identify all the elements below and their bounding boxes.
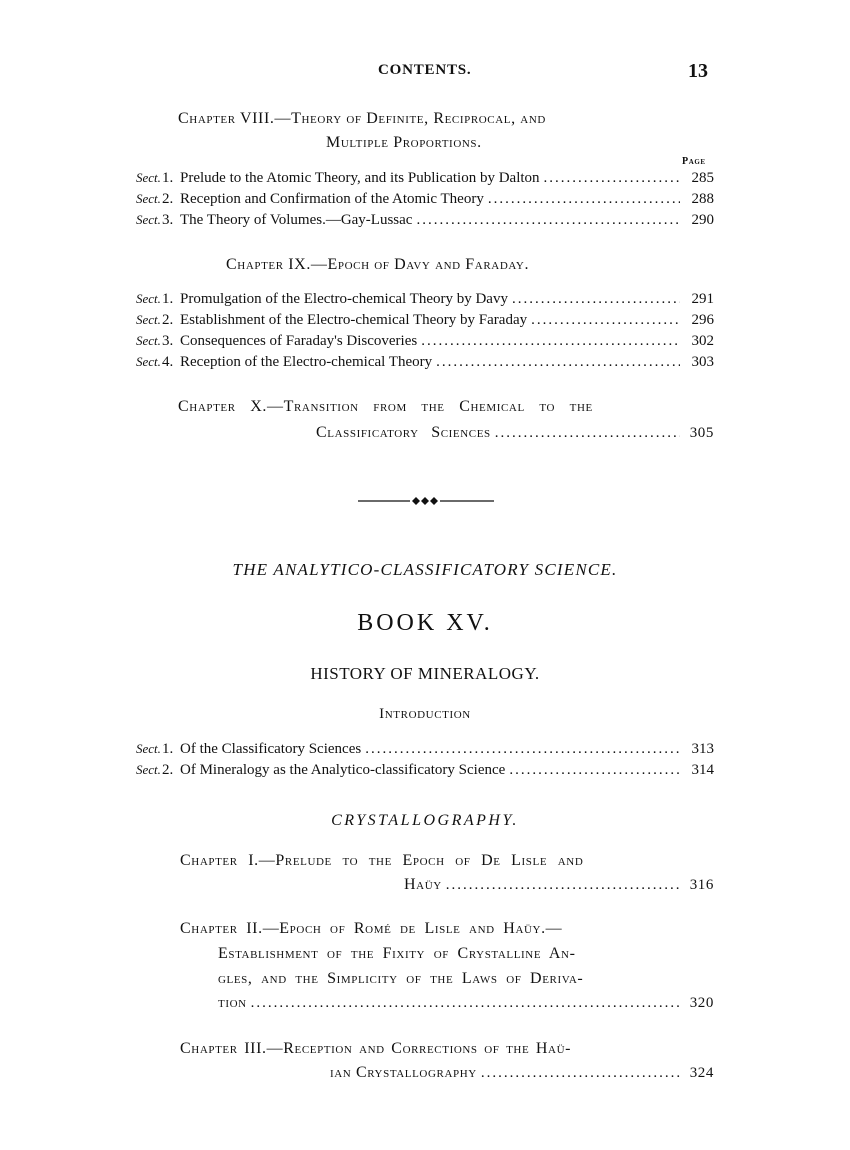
sect-number: 3.: [162, 212, 174, 228]
sect-number: 2.: [162, 312, 174, 328]
entry-page: 290: [691, 212, 714, 228]
entry-page: 314: [691, 762, 714, 778]
sect-label: Sect.: [136, 333, 161, 348]
crystal-chapter-1-line2: Haüy: [404, 876, 442, 893]
leader-dots: [365, 741, 680, 758]
toc-entry: [218, 994, 714, 1016]
crystal-chapter-3-line2: ian Crystallography: [330, 1064, 477, 1081]
crystal-chapter-3-line1: Chapter III.—Reception and Corrections of the Haü-: [180, 1040, 572, 1057]
chapter-8-title-line2: Multiple Proportions.: [326, 134, 482, 151]
sect-label: Sect.: [136, 312, 161, 327]
entry-title: Reception and Confirmation of the Atomic Theory: [180, 191, 484, 207]
sect-number: 3.: [162, 333, 174, 349]
chapter-8-title-line1: Chapter VIII.—Theory of Definite, Reciprocal, and: [178, 110, 546, 127]
crystal-chapter-2-line4: tion: [218, 994, 247, 1011]
toc-entry: [136, 762, 714, 782]
sect-label: Sect.: [136, 354, 161, 369]
running-title: CONTENTS.: [378, 62, 472, 78]
entry-page: 324: [689, 1065, 714, 1081]
ornamental-divider: [358, 494, 498, 508]
leader-dots: [495, 425, 680, 442]
entry-page: 291: [691, 291, 714, 307]
chapter-10-title-line2: Classificatory Sciences: [316, 424, 491, 441]
crystal-chapter-2-line1: Chapter II.—Epoch of Romé de Lisle and Haüy.—: [180, 920, 563, 937]
sect-number: 2.: [162, 191, 174, 207]
entry-page: 302: [691, 333, 714, 349]
leader-dots: [512, 291, 680, 308]
crystal-chapter-2-line2: Establishment of the Fixity of Crystalline An-: [218, 945, 576, 962]
entry-title: Consequences of Faraday's Discoveries: [180, 333, 418, 349]
sect-label: Sect.: [136, 762, 161, 777]
entry-page: 320: [689, 995, 714, 1011]
book-title: BOOK XV.: [357, 610, 493, 636]
leader-dots: [251, 995, 680, 1012]
sect-number: 1.: [162, 291, 174, 307]
toc-entry: [136, 170, 714, 190]
entry-title: Prelude to the Atomic Theory, and its Publication by Dalton: [180, 170, 540, 186]
toc-entry: [330, 1064, 714, 1086]
sect-number: 1.: [162, 741, 174, 757]
page-number: 13: [688, 60, 708, 82]
entry-title: Establishment of the Electro-chemical Theory by Faraday: [180, 312, 528, 328]
leader-dots: [416, 212, 680, 229]
entry-title: Of the Classificatory Sciences: [180, 741, 362, 757]
entry-title: Reception of the Electro-chemical Theory: [180, 354, 433, 370]
entry-title: The Theory of Volumes.—Gay-Lussac: [180, 212, 413, 228]
leader-dots: [446, 877, 680, 894]
leader-dots: [488, 191, 680, 208]
sect-number: 4.: [162, 354, 174, 370]
entry-page: 316: [689, 877, 714, 893]
sect-number: 1.: [162, 170, 174, 186]
sect-label: Sect.: [136, 191, 161, 206]
toc-entry: [136, 312, 714, 332]
crystallography-title: CRYSTALLOGRAPHY.: [331, 812, 519, 829]
leader-dots: [481, 1065, 680, 1082]
toc-entry: [404, 876, 714, 898]
entry-title: Of Mineralogy as the Analytico-classificatory Science: [180, 762, 506, 778]
entry-page: 313: [691, 741, 714, 757]
entry-page: 285: [691, 170, 714, 186]
sect-number: 2.: [162, 762, 174, 778]
sect-label: Sect.: [136, 741, 161, 756]
leader-dots: [531, 312, 680, 329]
entry-page: 296: [691, 312, 714, 328]
toc-entry: [136, 354, 714, 374]
sect-label: Sect.: [136, 291, 161, 306]
leader-dots: [421, 333, 680, 350]
introduction-title: Introduction: [379, 706, 471, 722]
toc-entry: [136, 333, 714, 353]
crystal-chapter-2-line3: gles, and the Simplicity of the Laws of Deriva-: [218, 970, 584, 987]
sect-label: Sect.: [136, 212, 161, 227]
chapter-10-title-line1: Chapter X.—Transition from the Chemical to the: [178, 398, 593, 415]
toc-entry: [136, 741, 714, 761]
toc-entry: [316, 424, 714, 446]
leader-dots: [509, 762, 680, 779]
toc-entry: [136, 212, 714, 232]
entry-page: 305: [689, 425, 714, 441]
history-title: HISTORY OF MINERALOGY.: [310, 664, 540, 683]
toc-entry: [136, 291, 714, 311]
leader-dots: [436, 354, 680, 371]
part-title: THE ANALYTICO-CLASSIFICATORY SCIENCE.: [232, 560, 618, 579]
leader-dots: [544, 170, 680, 187]
entry-page: 303: [691, 354, 714, 370]
sect-label: Sect.: [136, 170, 161, 185]
entry-page: 288: [691, 191, 714, 207]
page-column-label: Page: [682, 156, 706, 167]
entry-title: Promulgation of the Electro-chemical Theory by Davy: [180, 291, 508, 307]
toc-entry: [136, 191, 714, 211]
crystal-chapter-1-line1: Chapter I.—Prelude to the Epoch of De Lisle and: [180, 852, 584, 869]
chapter-9-title: Chapter IX.—Epoch of Davy and Faraday.: [226, 256, 530, 273]
